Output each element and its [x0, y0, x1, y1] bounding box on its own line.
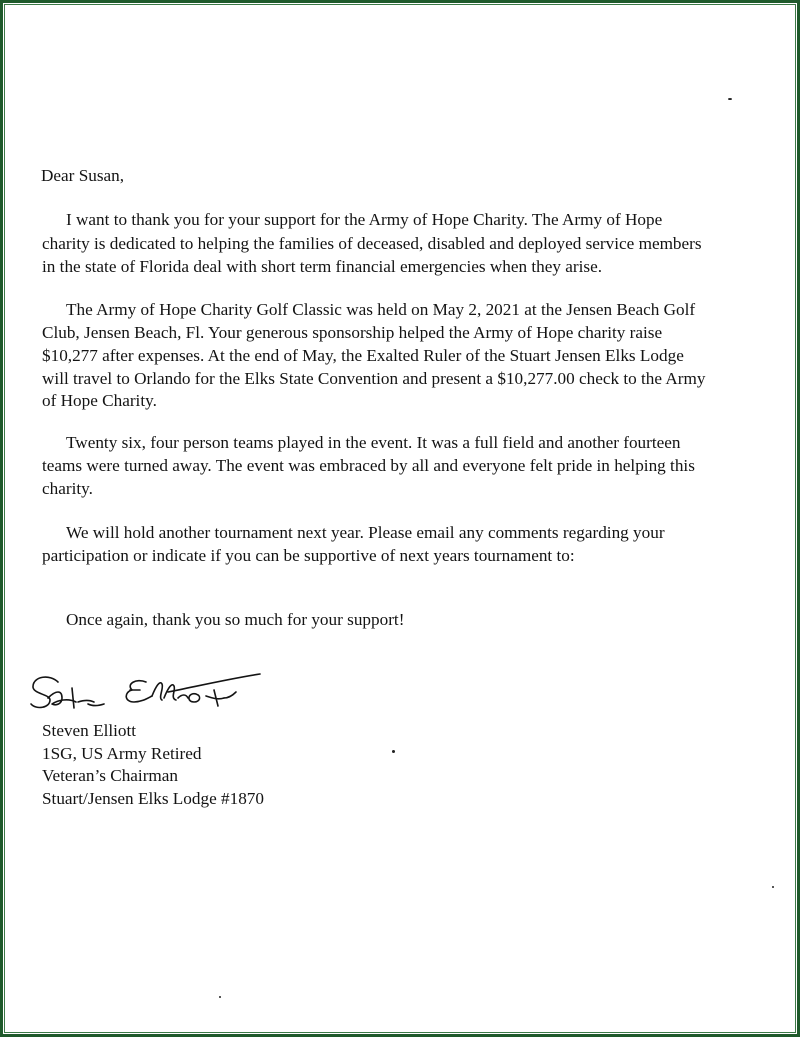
paragraph-line: I want to thank you for your support for the Army of Hope Charity. The Army of Hope — [66, 210, 663, 229]
paragraph-line: of Hope Charity. — [42, 391, 157, 410]
sender-organization: Stuart/Jensen Elks Lodge #1870 — [42, 789, 264, 808]
paragraph-line: The Army of Hope Charity Golf Classic was held on May 2, 2021 at the Jensen Beach Golf — [66, 300, 696, 319]
scan-speck — [772, 886, 774, 888]
paragraph-line: participation or indicate if you can be supportive of next years tournament to: — [42, 546, 575, 565]
scan-speck — [728, 98, 732, 100]
paragraph-line: $10,277 after expenses. At the end of May, the Exalted Ruler of the Stuart Jensen Elks Lodge — [42, 346, 684, 365]
scan-speck — [219, 996, 221, 998]
paragraph-line: We will hold another tournament next year. Please email any comments regarding your — [66, 523, 665, 542]
signature-image — [28, 668, 264, 720]
greeting: Dear Susan, — [41, 166, 125, 185]
paragraph-line: Club, Jensen Beach, Fl. Your generous sponsorship helped the Army of Hope charity raise — [42, 323, 663, 342]
paragraph-line: Twenty six, four person teams played in the event. It was a full field and another fourteen — [66, 433, 681, 452]
scan-speck — [392, 750, 395, 753]
paragraph-line: teams were turned away. The event was embraced by all and everyone felt pride in helping this — [42, 456, 695, 475]
paragraph-line: will travel to Orlando for the Elks State Convention and present a $10,277.00 check to the Army — [42, 369, 706, 388]
sender-rank: 1SG, US Army Retired — [42, 744, 202, 763]
paragraph-line: in the state of Florida deal with short term financial emergencies when they arise. — [42, 257, 603, 276]
paragraph-line: charity. — [42, 479, 93, 498]
sender-name: Steven Elliott — [42, 721, 137, 740]
closing-line: Once again, thank you so much for your support! — [66, 610, 405, 629]
paragraph-line: charity is dedicated to helping the families of deceased, disabled and deployed service members — [42, 234, 702, 253]
sender-title: Veteran’s Chairman — [42, 766, 179, 785]
